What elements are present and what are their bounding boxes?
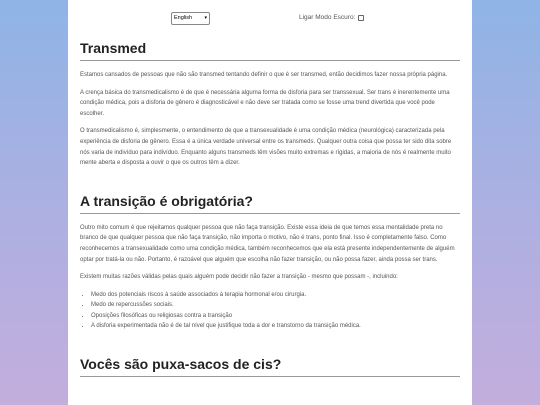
chevron-down-icon: ▾ <box>204 15 207 21</box>
language-select-value: English <box>174 15 193 21</box>
paragraph: Outro mito comum é que rejeitamos qualquer pessoa que não faça transição. Existe essa ideia de que temos essa mentalidade preta no branco de que qualquer pessoa que não faça transição, não importa o motivo, não é trans, ponto final. Isso é completamente falso. Como reconhecemos a transexualidade como uma condição médica, também reconhecemos que ela está presente independentemente de alguém optar por tratá-la ou não. Portanto, é razoável que alguém que escolha não fazer transição, ou não possa fazer, ainda possa ser trans. <box>80 224 455 263</box>
paragraph: A crença básica do transmedicalismo é de que é necessária alguma forma de disforia para ser transsexual. Ser trans é inerentemente uma condição médica, pois a disforia de gênero é diagnosticável e não deve ser tratada como se fosse uma trend divertida que você pode escolher. <box>80 89 450 117</box>
language-select[interactable] <box>171 12 210 25</box>
main-content <box>80 40 460 386</box>
list-item: • Medo de repercussões sociais. <box>91 300 460 311</box>
paragraph: O transmedicalismo é, simplesmente, o entendimento de que a transexualidade é uma condição médica (neurológica) caracterizada pela experiência de disforia de gênero. Essa é a única verdade universal entre os transmeds. Qualquer outra coisa que possa ter sido dita sobre nós varia de indivíduo para indivíduo. Enquanto alguns transmeds têm visões muito extremas e rígidas, a maioria de nós é realmente muito mente aberta e disposta a ouvir o que os outros têm a dizer. <box>80 128 452 167</box>
list-item: • Medo dos potenciais riscos à saúde associados à terapia hormonal e/ou cirurgia. <box>91 290 460 301</box>
dark-mode-label: Ligar Modo Escuro: <box>299 14 356 21</box>
section-title-transmed: Transmed <box>80 40 460 61</box>
list-item: • Oposições filosóficas ou religiosas contra a transição <box>91 311 460 322</box>
reasons-list <box>91 290 460 332</box>
dark-mode-toggle[interactable] <box>299 14 364 21</box>
top-bar <box>68 12 472 26</box>
section-title-cis: Vocês são puxa-sacos de cis? <box>80 356 460 377</box>
list-item: • A disforia experimentada não é de tal nível que justifique toda a dor e transtorno da transição médica. <box>91 321 460 332</box>
paragraph: Estamos cansados de pessoas que não são transmed tentando definir o que é ser transmed, então decidimos fazer nossa própria página. <box>80 72 448 78</box>
section-title-transicao: A transição é obrigatória? <box>80 193 460 214</box>
dark-mode-checkbox[interactable] <box>358 15 364 21</box>
page-container <box>68 0 472 405</box>
paragraph: Existem muitas razões válidas pelas quais alguém pode decidir não fazer a transição - mesmo que possam -, incluindo: <box>80 274 398 281</box>
